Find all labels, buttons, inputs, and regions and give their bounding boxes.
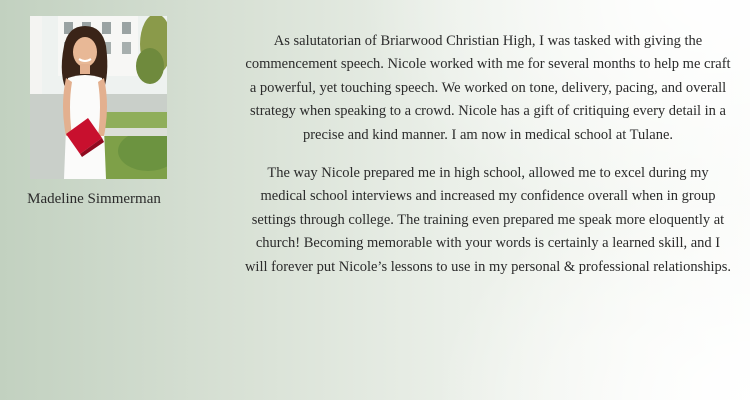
author-photo — [30, 16, 167, 179]
graduate-portrait-photo — [30, 16, 167, 179]
author-name: Madeline Simmerman — [27, 191, 161, 207]
testimonial-quote — [243, 30, 733, 294]
quote-paragraph-2: The way Nicole prepared me in high school, allowed me to excel during my medical school interviews and increased my confidence overall when in group settings through college. The training even prepared me speak more eloquently at church! Becoming memorable with your words is certainly a learned skill, and I will forever put Nicole’s lessons to use in my personal & professional relationships. — [244, 165, 732, 275]
quote-paragraph-1: As salutatorian of Briarwood Christian High, I was tasked with giving the commencement speech. Nicole worked with me for several months to help me craft a powerful, yet touching speech. We worked on tone, delivery, pacing, and overall strategy when speaking to a crowd. Nicole has a gift of critiquing every detail in a precise and kind manner. I am now in medical school at Tulane. — [245, 33, 731, 143]
